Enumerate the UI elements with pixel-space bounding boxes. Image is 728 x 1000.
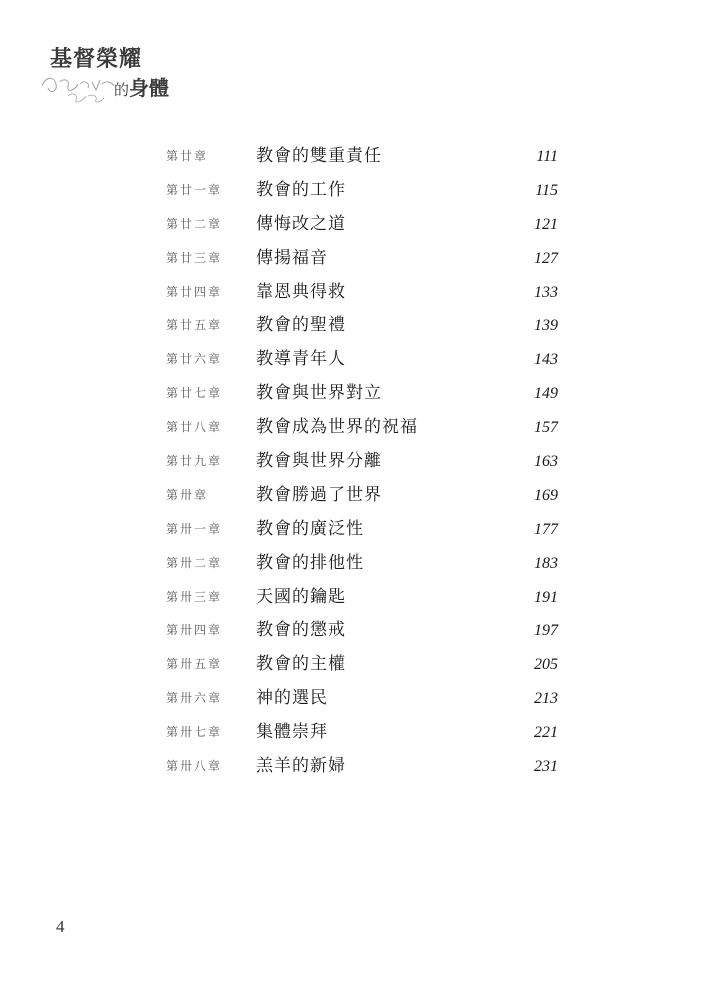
chapter-page-number: 221 (534, 724, 558, 742)
chapter-page-number: 115 (535, 181, 558, 199)
chapter-number: 第卅二章 (166, 555, 223, 570)
chapter-number: 第卅五章 (166, 657, 223, 672)
chapter-page-number: 213 (534, 690, 558, 708)
chapter-title: 傳揚福音 (256, 247, 328, 268)
chapter-page-number: 197 (534, 622, 558, 640)
running-header-word: 身體 (129, 76, 170, 100)
toc-entry (166, 411, 566, 445)
toc-entry (166, 343, 566, 377)
chapter-number: 第廿二章 (166, 216, 223, 231)
toc-entry (166, 648, 566, 682)
chapter-number: 第卅一章 (166, 521, 223, 536)
chapter-page-number: 163 (534, 453, 558, 471)
chapter-page-number: 143 (534, 351, 558, 369)
chapter-number: 第廿三章 (166, 250, 223, 265)
chapter-number: 第廿七章 (166, 386, 223, 401)
chapter-page-number: 169 (534, 486, 558, 504)
chapter-number: 第卅三章 (166, 589, 223, 604)
chapter-title: 靠恩典得救 (256, 281, 346, 302)
toc-entry (166, 513, 566, 547)
running-header-particle: 的 (114, 81, 130, 99)
chapter-page-number: 111 (536, 148, 558, 165)
chapter-title: 傳悔改之道 (256, 213, 346, 234)
chapter-number: 第卅八章 (166, 759, 223, 774)
toc-entry (166, 309, 566, 343)
toc-entry (166, 276, 566, 310)
toc-entry (166, 682, 566, 716)
chapter-page-number: 191 (534, 588, 558, 606)
chapter-page-number: 127 (534, 249, 558, 267)
toc-entry (166, 445, 566, 479)
chapter-title: 天國的鑰匙 (256, 586, 346, 607)
chapter-title: 教會的工作 (256, 179, 346, 200)
toc-entry (166, 581, 566, 615)
toc-entry (166, 614, 566, 648)
chapter-title: 教會的雙重責任 (256, 146, 382, 166)
chapter-title: 教會與世界對立 (256, 383, 382, 404)
chapter-page-number: 121 (534, 215, 558, 233)
chapter-number: 第廿九章 (166, 454, 223, 469)
chapter-page-number: 183 (534, 554, 558, 572)
chapter-page-number: 157 (534, 419, 558, 437)
toc-entry (166, 377, 566, 411)
chapter-number: 第廿五章 (166, 318, 223, 333)
chapter-page-number: 133 (534, 283, 558, 301)
chapter-number: 第卅六章 (166, 691, 223, 706)
chapter-title: 教導青年人 (256, 349, 346, 370)
chapter-title: 教會的聖禮 (256, 315, 346, 336)
toc-entry (166, 547, 566, 581)
chapter-page-number: 205 (534, 656, 558, 674)
toc-entry (166, 716, 566, 750)
chapter-title: 教會的廣泛性 (256, 518, 364, 539)
chapter-title: 教會與世界分離 (256, 451, 382, 472)
chapter-title: 羔羊的新婦 (256, 756, 346, 777)
chapter-title: 神的選民 (256, 688, 328, 709)
toc-entry (166, 174, 566, 208)
chapter-number: 第卅四章 (166, 623, 223, 638)
chapter-title: 教會的主權 (256, 654, 346, 675)
running-header-subtitle (114, 72, 169, 101)
chapter-number: 第廿章 (166, 149, 209, 163)
toc-entry (166, 750, 566, 784)
toc-entry (166, 479, 566, 513)
chapter-page-number: 149 (534, 385, 558, 403)
toc-entry (166, 208, 566, 242)
chapter-title: 教會勝過了世界 (256, 484, 382, 505)
running-header (40, 38, 210, 118)
chapter-page-number: 139 (534, 317, 558, 335)
running-header-title: 基督榮耀 (50, 46, 143, 72)
chapter-page-number: 231 (534, 758, 558, 776)
page-number: 4 (56, 917, 65, 936)
chapter-title: 教會的排他性 (256, 552, 364, 573)
chapter-number: 第廿六章 (166, 352, 223, 367)
toc-entry (166, 140, 566, 174)
chapter-title: 教會成為世界的祝福 (256, 417, 418, 438)
chapter-number: 第廿八章 (166, 420, 223, 435)
chapter-number: 第卅章 (166, 487, 209, 502)
chapter-number: 第廿四章 (166, 284, 223, 299)
chapter-number: 第廿一章 (166, 182, 223, 197)
table-of-contents (166, 140, 566, 784)
chapter-title: 教會的懲戒 (256, 620, 346, 641)
chapter-page-number: 177 (534, 520, 558, 538)
toc-entry (166, 242, 566, 276)
chapter-title: 集體崇拜 (256, 722, 328, 743)
decorative-script-logo (40, 72, 116, 104)
chapter-number: 第卅七章 (166, 725, 223, 740)
